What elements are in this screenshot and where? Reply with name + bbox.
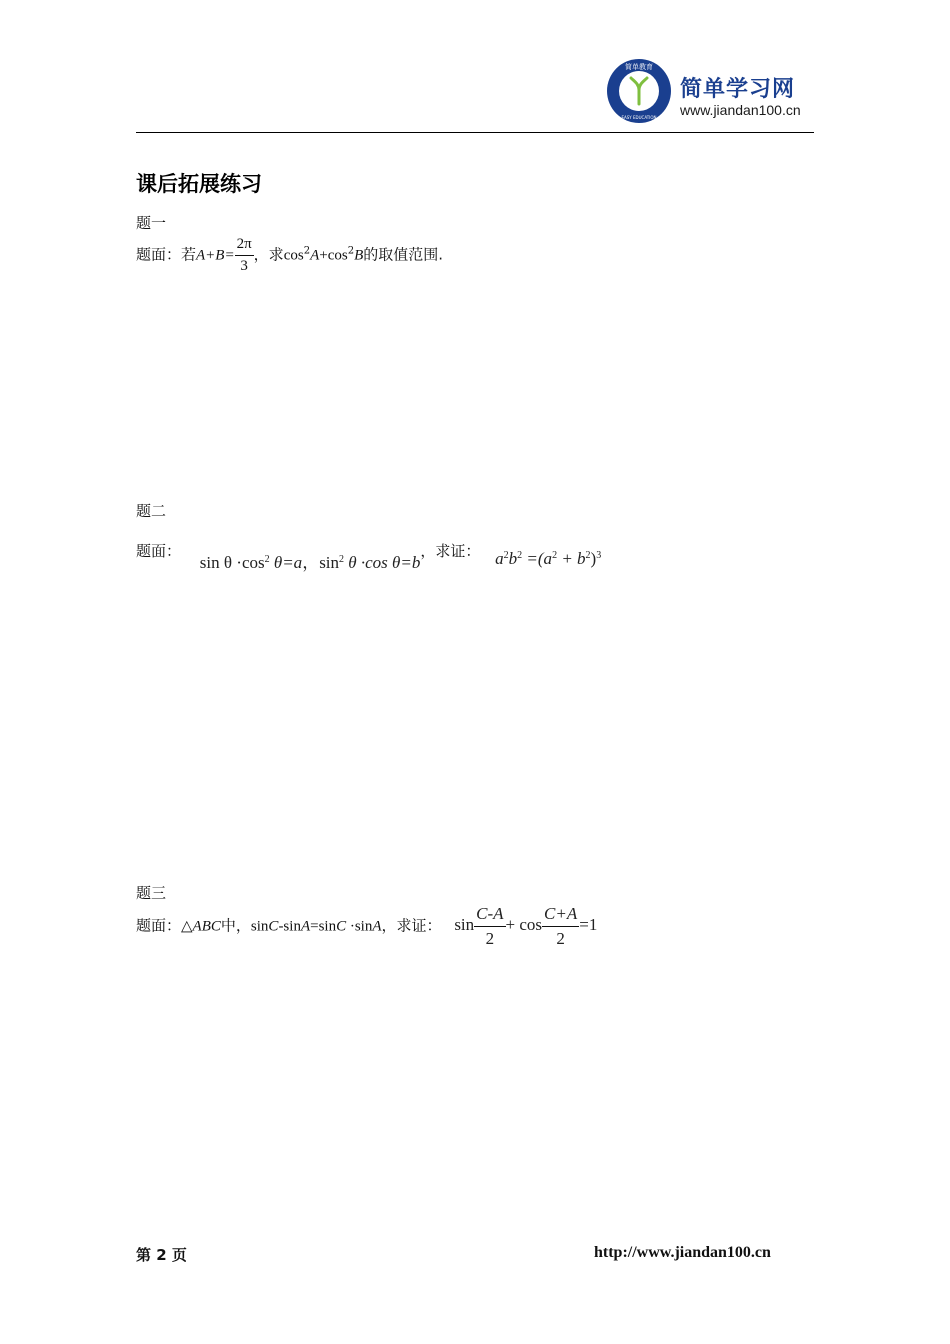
q3-cond-b: -sin: [278, 918, 301, 935]
q1-frac-num: 2π: [235, 236, 254, 256]
q2-eq1-b: θ=a: [269, 553, 303, 572]
q1-var1: A: [310, 247, 320, 264]
brand-logo: [606, 58, 816, 130]
q3-cond-C: C: [268, 918, 279, 935]
q1-tail: 的取值范围.: [363, 245, 444, 264]
q2-concl-a: a: [495, 549, 504, 568]
q2-concl-b: b: [508, 549, 518, 568]
q3-concl-eq: =1: [579, 915, 598, 935]
footer-url[interactable]: http://www.jiandan100.cn: [594, 1244, 771, 1261]
q2-concl-c: =(a: [522, 549, 553, 568]
q3-prove: ，求证：: [381, 916, 442, 935]
q3-f1-den: 2: [485, 929, 495, 948]
question-3-stem: [136, 904, 597, 949]
q3-stem-prefix: 题面：△: [136, 916, 193, 935]
q2-eq2-a: sin: [319, 553, 340, 572]
q2-concl-sup1: 2: [503, 550, 509, 561]
q3-fraction-2: [542, 904, 579, 949]
q2-eq1-sup: 2: [264, 554, 270, 565]
logo-circle-top-text: 简单教育: [625, 63, 653, 71]
page-title: 课后拓展练习: [136, 172, 262, 196]
q1-frac-den: 3: [240, 258, 248, 274]
q2-comma: ，: [302, 553, 320, 572]
q1-cos1: cos: [283, 247, 304, 264]
logo-url: www.jiandan100.cn: [680, 102, 801, 118]
q2-prove: ，求证：: [420, 542, 481, 560]
q2-concl-d: + b: [557, 549, 586, 568]
q3-f2-den: 2: [556, 929, 565, 948]
question-3-label: 题三: [136, 884, 167, 902]
logo-name: 简单学习网: [680, 77, 796, 102]
q1-sup2: 2: [347, 245, 355, 257]
q2-eq2-sup: 2: [339, 554, 345, 565]
q3-cond-a: sin: [250, 918, 269, 935]
q2-concl-sup3: 2: [552, 550, 558, 561]
logo-emblem-icon: [606, 58, 672, 124]
logo-circle-bottom-text: EASY EDUCATION: [621, 115, 657, 120]
q2-concl-sup4: 2: [585, 550, 591, 561]
q2-eq1-a: sin θ ·cos: [199, 553, 265, 572]
q3-concl-plus-cos: + cos: [505, 915, 543, 935]
q2-concl-sup5: 3: [596, 550, 602, 561]
q3-cond-A: A: [300, 918, 311, 935]
question-1-stem: [136, 236, 443, 275]
q2-stem-prefix: 题面：: [136, 542, 182, 560]
question-2-label: 题二: [136, 502, 167, 520]
q2-concl-sup2: 2: [517, 550, 523, 561]
page-number: 第 2 页: [136, 1246, 187, 1264]
q3-f1-num: C-A: [474, 904, 505, 927]
q2-given: [200, 553, 421, 572]
header-divider: [136, 132, 814, 133]
question-1-label: 题一: [136, 214, 167, 232]
q3-fraction-1: [474, 904, 505, 949]
q3-cond-A2: A: [372, 918, 382, 935]
q2-eq2-b: θ ·cos θ=b: [344, 553, 421, 572]
q2-concl-e: ): [590, 549, 597, 568]
q3-concl-sin: sin: [454, 915, 475, 935]
q3-cond-c: =sin: [310, 918, 337, 935]
q1-sup1: 2: [303, 245, 311, 257]
q3-cond-d: ·sin: [346, 918, 373, 935]
q1-lhs: A+B=: [196, 247, 235, 264]
q1-plus-cos: +cos: [319, 247, 348, 264]
q3-mid: 中，: [220, 916, 251, 935]
q1-var2: B: [354, 247, 364, 264]
q1-mid: ，求: [253, 245, 284, 264]
q3-conclusion: [454, 904, 598, 948]
q3-triangle: ABC: [192, 918, 221, 935]
q3-cond-C2: C: [336, 918, 347, 935]
q2-conclusion: [495, 549, 601, 568]
q1-fraction: [235, 236, 254, 275]
q3-f2-num: C+A: [542, 904, 579, 927]
q1-stem-prefix: 题面：若: [136, 245, 197, 264]
